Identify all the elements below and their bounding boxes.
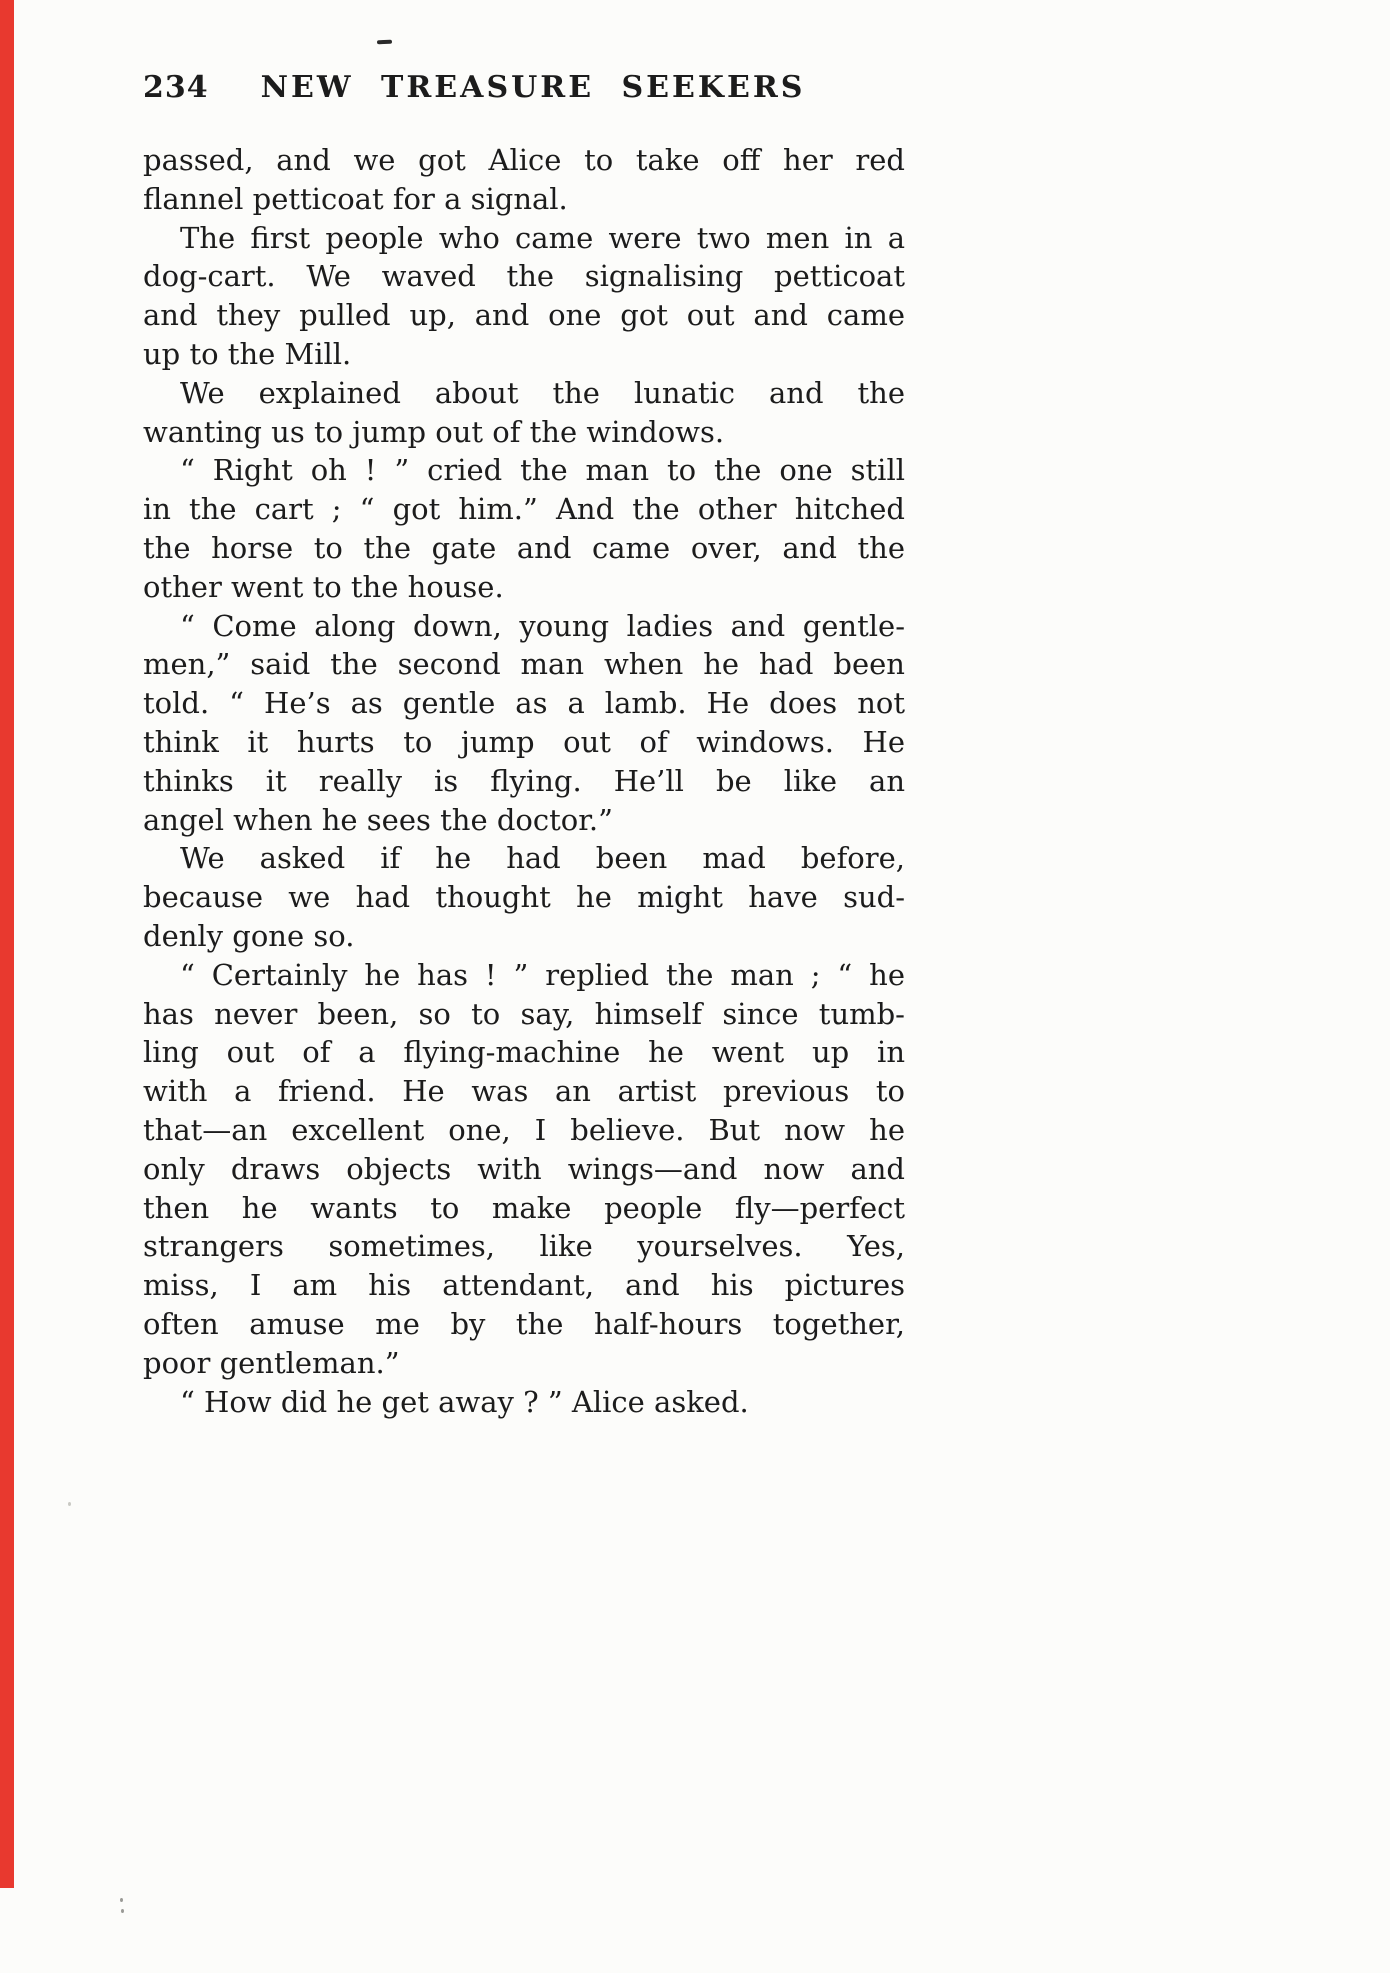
- text-line: with a friend. He was an artist previous to: [143, 1074, 905, 1109]
- paragraph: [143, 141, 905, 219]
- text-line: think it hurts to jump out of windows. He: [143, 724, 905, 759]
- text-line: that—an excellent one, I believe. But now he: [143, 1112, 905, 1147]
- text-line: poor gentleman.”: [143, 1345, 400, 1380]
- text-line: “ Certainly he has ! ” replied the man ; “ he: [180, 957, 905, 992]
- text-line: men,” said the second man when he had been: [143, 647, 905, 682]
- text-line: flannel petticoat for a signal.: [143, 181, 568, 216]
- text-line: denly gone so.: [143, 918, 355, 953]
- text-line: thinks it really is flying. He’ll be like an: [143, 763, 905, 798]
- text-line: then he wants to make people fly—perfect: [143, 1190, 905, 1225]
- text-line: We explained about the lunatic and the: [180, 375, 905, 410]
- text-line: wanting us to jump out of the windows.: [143, 414, 725, 449]
- text-line: only draws objects with wings—and now and: [143, 1151, 905, 1186]
- text-line: dog-cart. We waved the signalising petticoat: [143, 259, 905, 294]
- paragraph: [143, 374, 905, 452]
- text-line: “ Right oh ! ” cried the man to the one still: [180, 453, 905, 488]
- text-line: other went to the house.: [143, 569, 504, 604]
- text-line: in the cart ; “ got him.” And the other hitched: [143, 492, 905, 527]
- paragraph: [143, 607, 905, 840]
- text-line: the horse to the gate and came over, and the: [143, 530, 905, 565]
- scan-edge-artifact: [0, 0, 14, 1888]
- text-line: and they pulled up, and one got out and came: [143, 298, 905, 333]
- paragraph: [143, 451, 905, 606]
- text-line: passed, and we got Alice to take off her red: [143, 143, 905, 177]
- page-number: 234: [143, 70, 209, 105]
- text-line: strangers sometimes, like yourselves. Yes,: [143, 1229, 905, 1264]
- paragraph: [143, 956, 905, 1383]
- text-line: has never been, so to say, himself since tumb-: [143, 996, 905, 1031]
- running-head: [143, 70, 905, 105]
- text-line: “ How did he get away ? ” Alice asked.: [180, 1384, 749, 1419]
- text-line: We asked if he had been mad before,: [180, 841, 905, 876]
- ink-mark: [377, 40, 392, 45]
- scan-speck: [121, 1909, 124, 1913]
- running-title: NEW TREASURE SEEKERS: [260, 70, 806, 105]
- scan-speck: [68, 1502, 71, 1506]
- page-text: [143, 141, 905, 1421]
- text-line: because we had thought he might have sud-: [143, 880, 905, 915]
- scan-speck: [120, 1898, 123, 1902]
- paragraph: [143, 1383, 905, 1422]
- text-line: angel when he sees the doctor.”: [143, 802, 613, 837]
- paragraph: [143, 219, 905, 374]
- paragraph: [143, 839, 905, 955]
- text-line: The first people who came were two men in a: [180, 220, 905, 255]
- text-line: ling out of a flying-machine he went up in: [143, 1035, 905, 1070]
- page-content: [143, 70, 905, 1421]
- text-line: up to the Mill.: [143, 336, 352, 371]
- text-line: told. “ He’s as gentle as a lamb. He does not: [143, 686, 905, 721]
- text-line: “ Come along down, young ladies and gentle-: [180, 608, 905, 643]
- text-line: miss, I am his attendant, and his pictures: [143, 1268, 905, 1303]
- text-line: often amuse me by the half-hours together,: [143, 1306, 905, 1341]
